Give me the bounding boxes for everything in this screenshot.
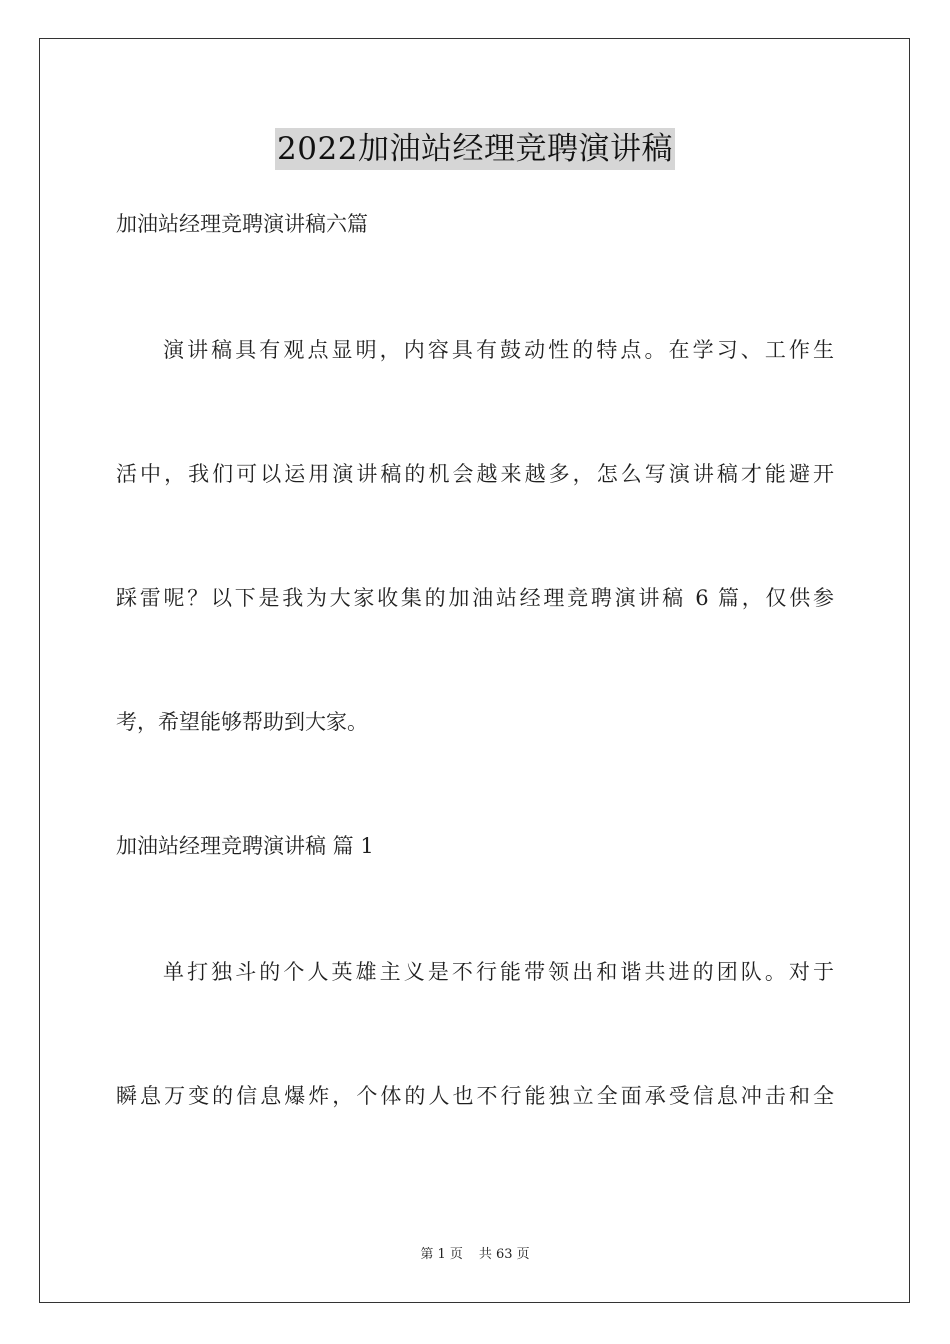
page-number: 第 1 页 [420, 1247, 463, 1262]
page-footer [0, 1246, 950, 1264]
page-total: 共 63 页 [478, 1247, 530, 1262]
document-title-wrapper [0, 128, 950, 170]
paragraph-line: 演讲稿具有观点显明，内容具有鼓动性的特点。在学习、工作生 [163, 338, 834, 362]
section-heading: 加油站经理竞聘演讲稿 篇 1 [116, 834, 374, 858]
document-subtitle: 加油站经理竞聘演讲稿六篇 [116, 212, 368, 236]
paragraph-line: 活中，我们可以运用演讲稿的机会越来越多，怎么写演讲稿才能避开 [116, 462, 834, 486]
paragraph-line: 瞬息万变的信息爆炸，个体的人也不行能独立全面承受信息冲击和全 [116, 1084, 834, 1108]
paragraph-line: 考，希望能够帮助到大家。 [116, 710, 368, 734]
document-title: 2022加油站经理竞聘演讲稿 [275, 128, 675, 170]
paragraph-line: 踩雷呢？以下是我为大家收集的加油站经理竞聘演讲稿 6 篇，仅供参 [116, 586, 834, 610]
paragraph-line: 单打独斗的个人英雄主义是不行能带领出和谐共进的团队。对于 [163, 960, 834, 984]
